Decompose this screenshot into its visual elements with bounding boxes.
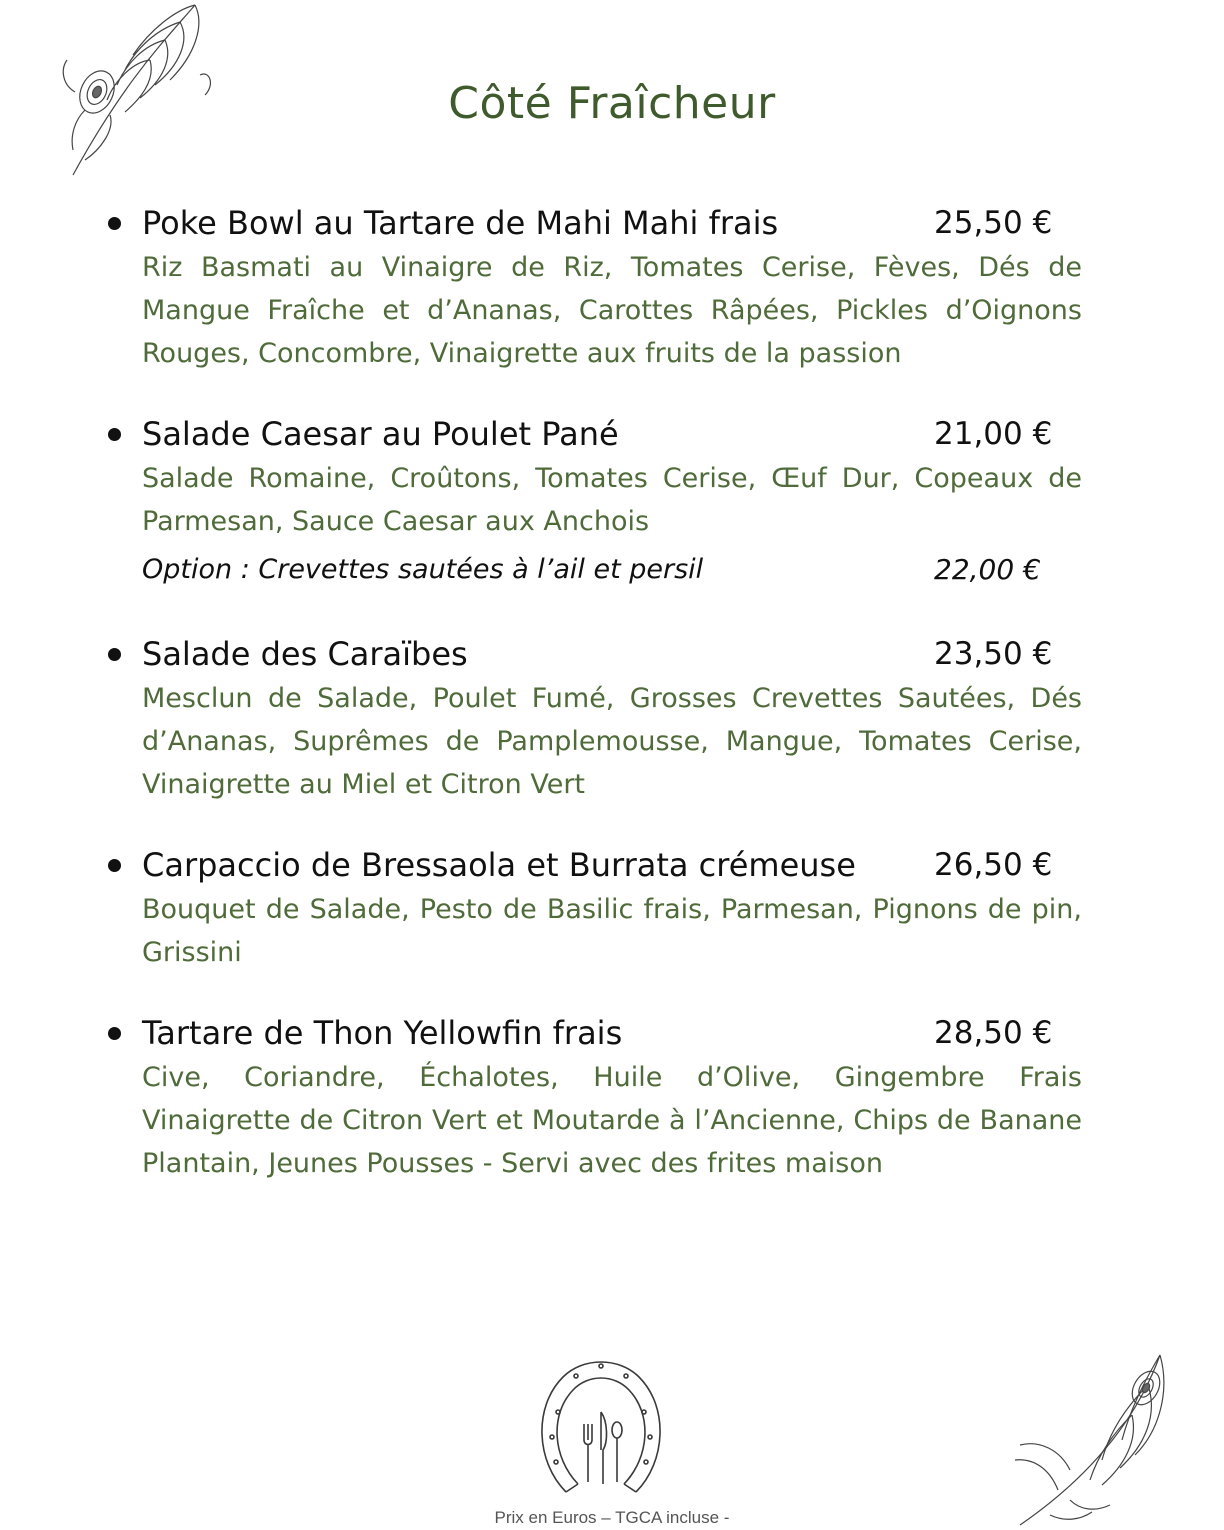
bullet-icon xyxy=(108,217,121,230)
horseshoe-cutlery-logo xyxy=(528,1352,674,1502)
bullet-icon xyxy=(108,1027,121,1040)
menu-item xyxy=(108,631,1084,806)
item-description: Riz Basmati au Vinaigre de Riz, Tomates Cerise, Fèves, Dés de Mangue Fraîche et d’Ananas, Carottes Râpées, Pickles d’Oignons Rouges, Concombre, Vinaigrette aux fruits de la passion xyxy=(142,252,1082,369)
item-price: 25,50 € xyxy=(934,205,1053,241)
item-name: Carpaccio de Bressaola et Burrata crémeuse xyxy=(142,846,856,884)
item-price: 26,50 € xyxy=(934,847,1053,883)
item-price: 21,00 € xyxy=(934,416,1053,452)
bullet-icon xyxy=(108,428,121,441)
item-description: Mesclun de Salade, Poulet Fumé, Grosses Crevettes Sautées, Dés d’Ananas, Suprêmes de Pamplemousse, Mangue, Tomates Cerise, Vinaigrette au Miel et Citron Vert xyxy=(142,683,1082,800)
item-name: Salade des Caraïbes xyxy=(142,635,468,673)
menu-item xyxy=(108,1010,1084,1185)
item-description: Salade Romaine, Croûtons, Tomates Cerise, Œuf Dur, Copeaux de Parmesan, Sauce Caesar aux Anchois xyxy=(142,463,1082,537)
item-option xyxy=(142,547,1084,595)
price-footnote: Prix en Euros – TGCA incluse - xyxy=(494,1508,730,1527)
menu-item xyxy=(108,411,1084,595)
menu-item xyxy=(108,842,1084,974)
item-price: 23,50 € xyxy=(934,636,1053,672)
item-name: Salade Caesar au Poulet Pané xyxy=(142,415,619,453)
menu-item xyxy=(108,200,1084,375)
item-description: Bouquet de Salade, Pesto de Basilic frais, Parmesan, Pignons de pin, Grissini xyxy=(142,894,1082,968)
item-price: 28,50 € xyxy=(934,1015,1053,1051)
page-title: Côté Fraîcheur xyxy=(448,78,776,129)
bullet-icon xyxy=(108,648,121,661)
menu-list xyxy=(108,200,1084,1185)
item-name: Poke Bowl au Tartare de Mahi Mahi frais xyxy=(142,204,779,242)
item-name: Tartare de Thon Yellowfin frais xyxy=(142,1014,623,1052)
peacock-feather-icon xyxy=(1010,1350,1180,1530)
option-label: Option : Crevettes sautées à l’ail et persil xyxy=(142,554,704,585)
bullet-icon xyxy=(108,859,121,872)
option-price: 22,00 € xyxy=(934,553,1041,586)
item-description: Cive, Coriandre, Échalotes, Huile d’Olive, Gingembre Frais Vinaigrette de Citron Vert et Moutarde à l’Ancienne, Chips de Banane Plantain, Jeunes Pousses - Servi avec des frites maison xyxy=(142,1062,1082,1179)
